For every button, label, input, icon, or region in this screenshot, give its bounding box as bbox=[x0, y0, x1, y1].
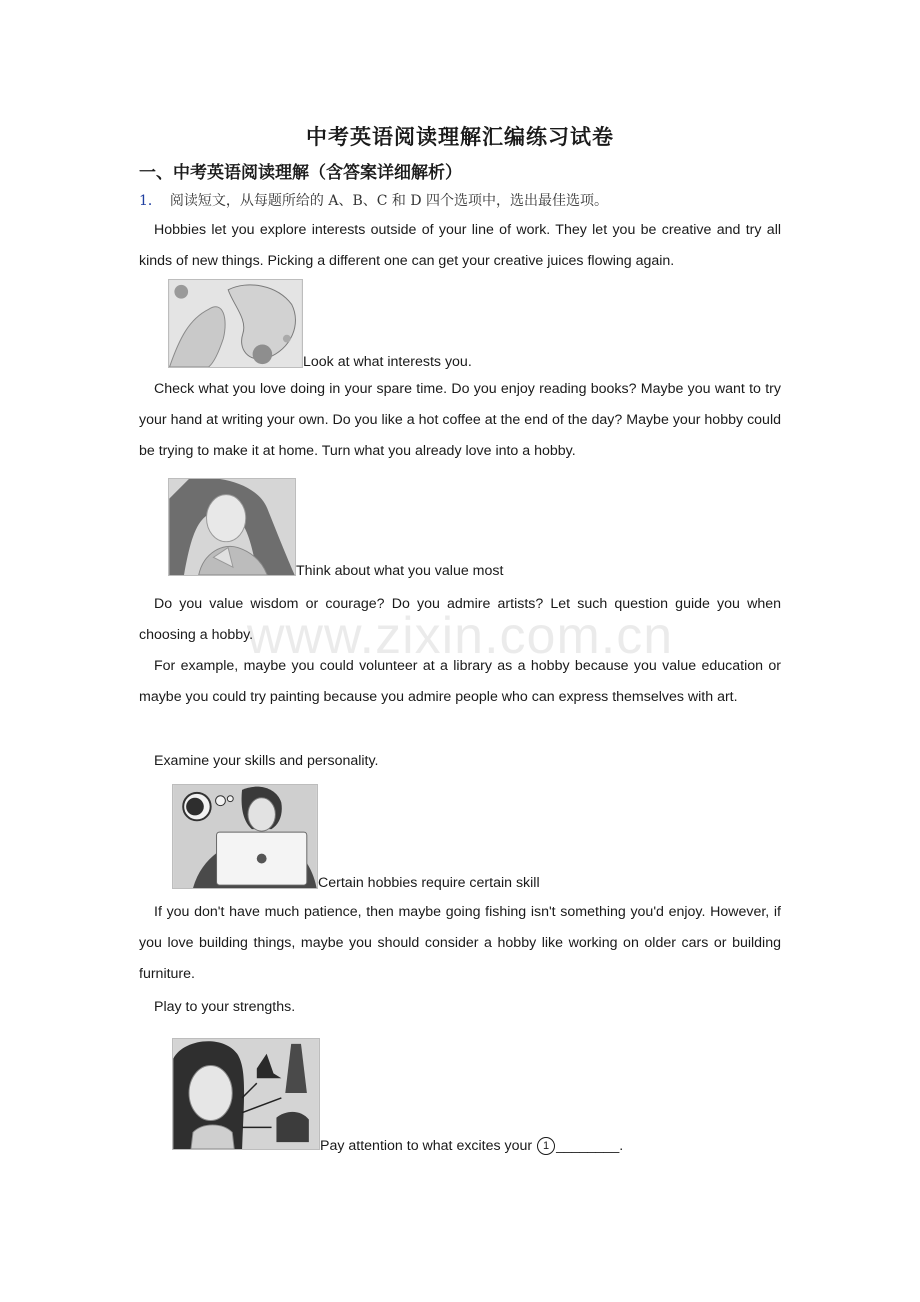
paragraph-6: If you don't have much patience, then maybe going fishing isn't something you'd enjoy. However, if you love building things, maybe you should consider a hobby like working on older cars or building furniture. bbox=[139, 904, 781, 982]
answer-blank: ________. bbox=[556, 1138, 624, 1154]
instruction-text: 阅读短文，从每题所给的 A、B、C 和 D 四个选项中，选出最佳选项。 bbox=[169, 193, 609, 209]
woman-thinking-illustration bbox=[172, 1038, 320, 1150]
section-heading: 一、中考英语阅读理解（含答案详细解析） bbox=[139, 163, 462, 183]
watermark: www.zixin.com.cn bbox=[246, 607, 674, 665]
thinking-woman-illustration bbox=[168, 478, 296, 576]
question-instruction bbox=[139, 190, 608, 210]
question-number: 1． bbox=[139, 193, 162, 209]
blank-marker-1: 1 bbox=[537, 1137, 555, 1155]
paragraph-1: Hobbies let you explore interests outside of your line of work. They let you be creative and try all kinds of new things. Picking a different one can get your creative juices flowing again. bbox=[139, 222, 781, 269]
caption-3: Certain hobbies require certain skill bbox=[318, 875, 540, 891]
paragraph-3: Do you value wisdom or courage? Do you admire artists? Let such question guide you when choosing a hobby. bbox=[139, 596, 781, 643]
paragraph-5: Examine your skills and personality. bbox=[154, 753, 379, 769]
paragraph-4: For example, maybe you could volunteer at a library as a hobby because you value education or maybe you could try painting because you admire people who can express themselves with art. bbox=[139, 658, 781, 705]
two-faces-illustration bbox=[168, 279, 303, 368]
caption-4 bbox=[320, 1137, 623, 1155]
caption-4-text: Pay attention to what excites your bbox=[320, 1138, 537, 1154]
caption-1: Look at what interests you. bbox=[303, 354, 472, 370]
caption-2: Think about what you value most bbox=[296, 563, 504, 579]
paragraph-7: Play to your strengths. bbox=[154, 999, 296, 1015]
paragraph-2: Check what you love doing in your spare time. Do you enjoy reading books? Maybe you want to try your hand at writing your own. Do you like a hot coffee at the end of the day? Maybe your hobby could be trying to make it at home. Turn what you already love into a hobby. bbox=[139, 381, 781, 459]
man-with-laptop-illustration bbox=[172, 784, 318, 889]
page-title: 中考英语阅读理解汇编练习试卷 bbox=[306, 124, 614, 149]
